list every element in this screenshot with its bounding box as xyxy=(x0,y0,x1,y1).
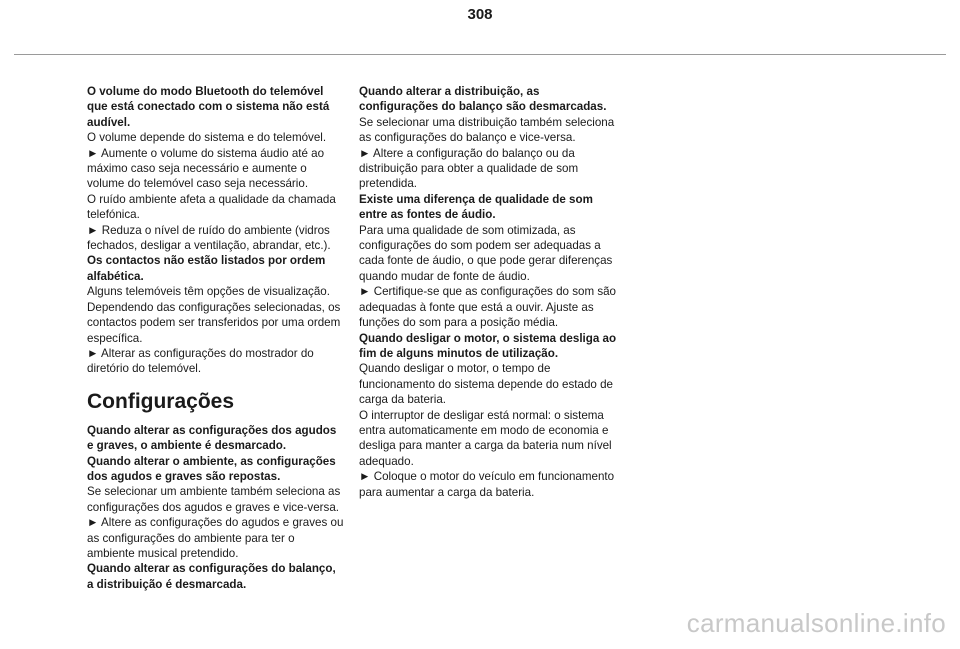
troubleshooting-block-1 xyxy=(87,84,345,377)
right-column xyxy=(359,84,621,500)
paragraph: Quando desligar o motor, o tempo de funcionamento do sistema depende do estado de carga da bateria. xyxy=(359,362,613,407)
paragraph: ► Reduza o nível de ruído do ambiente (vidros fechados, desligar a ventilação, abrandar, etc.). xyxy=(87,223,331,253)
watermark: carmanualsonline.info xyxy=(686,608,946,638)
paragraph: Os contactos não estão listados por ordem alfabética. xyxy=(87,254,326,283)
paragraph: ► Altere as configurações do agudos e graves ou as configurações do ambiente para ter o ambiente musical pretendido. xyxy=(87,516,344,560)
header-divider xyxy=(14,54,946,55)
paragraph: O volume depende do sistema e do telemóvel. xyxy=(87,131,327,145)
page-number: 308 xyxy=(467,6,493,23)
section-title: Configurações xyxy=(87,389,235,413)
paragraph: ► Certifique-se que as configurações do som são adequadas à fonte que está a ouvir. Ajuste as funções do som para a posição média. xyxy=(359,285,617,330)
settings-block xyxy=(87,423,345,592)
paragraph: Existe uma diferença de qualidade de som entre as fontes de áudio. xyxy=(359,192,593,222)
paragraph: Para uma qualidade de som otimizada, as configurações do som podem ser adequadas a cada fonte de áudio, o que pode gerar diferenças quando mudar de fonte de áudio. xyxy=(359,223,613,283)
paragraph: Quando alterar a distribuição, as configurações do balanço são desmarcadas. xyxy=(359,85,607,114)
paragraph: Quando alterar as configurações dos agudos e graves, o ambiente é desmarcado. xyxy=(87,423,337,453)
paragraph: ► Aumente o volume do sistema áudio até ao máximo caso seja necessário e aumente o volume do telemóvel caso seja necessário. xyxy=(87,146,325,191)
paragraph: Alguns telemóveis têm opções de visualização. Dependendo das configurações selecionadas, os contactos podem ser transferidos por uma ordem específica. xyxy=(87,285,341,345)
paragraph: Quando alterar as configurações do balanço, a distribuição é desmarcada. xyxy=(87,562,336,591)
left-column xyxy=(87,84,345,592)
paragraph: ► Altere a configuração do balanço ou da distribuição para obter a qualidade de som pretendida. xyxy=(359,146,579,191)
paragraph: O interruptor de desligar está normal: o sistema entra automaticamente em modo de economia e desliga para manter a carga da bateria num nível adequado. xyxy=(359,408,612,468)
paragraph: Se selecionar uma distribuição também seleciona as configurações do balanço e vice-versa. xyxy=(359,115,615,145)
paragraph: Quando alterar o ambiente, as configurações dos agudos e graves são repostas. xyxy=(87,454,336,483)
paragraph: O volume do modo Bluetooth do telemóvel que está conectado com o sistema não está audível. xyxy=(87,85,330,129)
paragraph: O ruído ambiente afeta a qualidade da chamada telefónica. xyxy=(87,192,336,222)
paragraph: Quando desligar o motor, o sistema desliga ao fim de alguns minutos de utilização. xyxy=(359,331,617,360)
paragraph: ► Alterar as configurações do mostrador do diretório do telemóvel. xyxy=(87,346,314,376)
paragraph: ► Coloque o motor do veículo em funcionamento para aumentar a carga da bateria. xyxy=(359,470,615,499)
paragraph: Se selecionar um ambiente também seleciona as configurações dos agudos e graves e vice-versa. xyxy=(87,485,341,514)
